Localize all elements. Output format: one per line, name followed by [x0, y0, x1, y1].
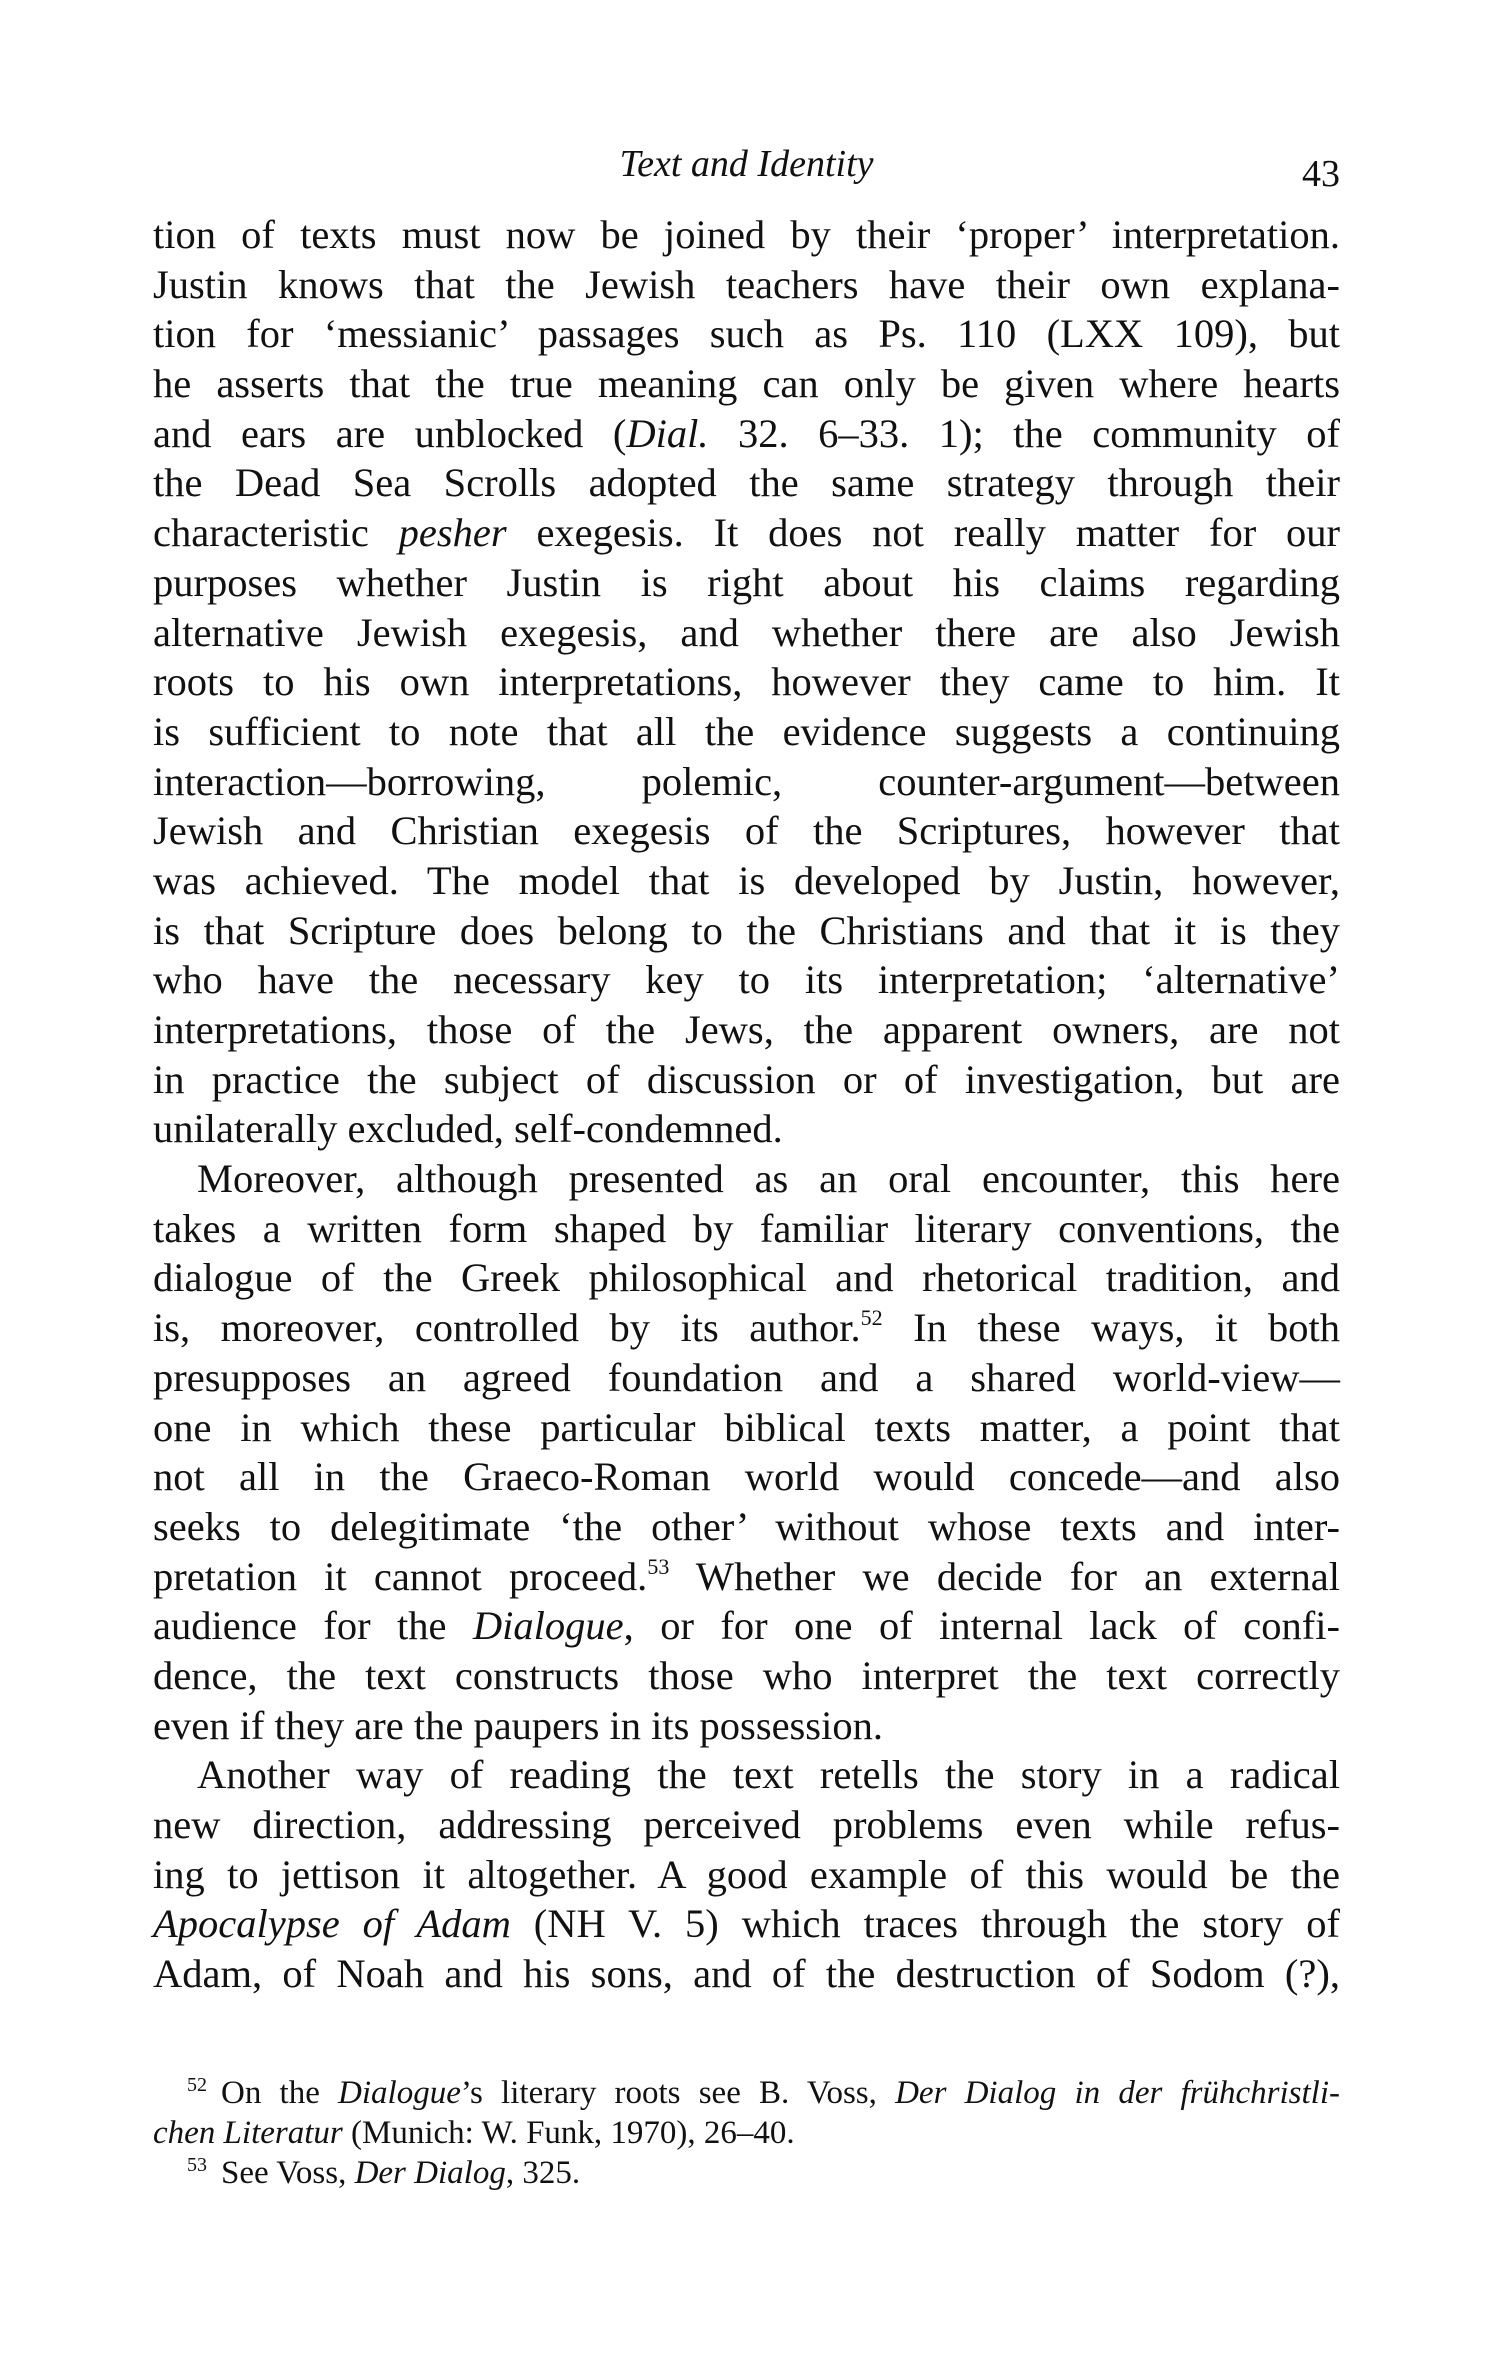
text-line: seeks to delegitimate ‘the other’ without whose texts and inter- [153, 1503, 1340, 1549]
text-line: Adam, of Noah and his sons, and of the destruction of Sodom (?), [153, 1951, 1340, 1997]
text-line: purposes whether Justin is right about his claims regarding [153, 559, 1340, 605]
page-header [153, 136, 1340, 196]
page-number: 43 [1302, 153, 1340, 195]
text-line: was achieved. The model that is developed by Justin, however, [153, 857, 1340, 903]
italic-term: Dial. [626, 410, 709, 456]
text-line: Jewish and Christian exegesis of the Scriptures, however that [153, 808, 1340, 854]
italic-term: pesher [398, 510, 507, 556]
text-line: tion for ‘messianic’ passages such as Ps. 110 (LXX 109), but [153, 311, 1340, 357]
text-line: is that Scripture does belong to the Christians and that it is they [153, 907, 1340, 953]
paragraph-1 [153, 210, 1340, 1154]
text-line: he asserts that the true meaning can only be given where hearts [153, 361, 1340, 407]
footnote-52-continued: chen Literatur (Munich: W. Funk, 1970), 26–40. [153, 2115, 795, 2151]
main-text [153, 210, 1340, 1999]
text-line: roots to his own interpretations, however they came to him. It [153, 659, 1340, 705]
text-line: interaction—borrowing, polemic, counter-argument—between [153, 758, 1340, 804]
text-line: pretation it cannot proceed.$^{53}$ Whether we decide for an external [153, 1553, 1340, 1599]
footnote-number: 52 [187, 2074, 207, 2096]
text-line: Moreover, although presented as an oral encounter, this here [197, 1156, 1340, 1202]
text-line: is sufficient to note that all the evidence suggests a continuing [153, 708, 1340, 754]
text-line: who have the necessary key to its interpretation; ‘alternative’ [153, 957, 1340, 1003]
running-head: Text and Identity [619, 143, 874, 185]
text-line: ing to jettison it altogether. A good example of this would be the [153, 1851, 1340, 1897]
footnote-52: $^{52}$ On the Dialogue’s literary roots see B. Voss, Der Dialog in der frühchristli- [187, 2074, 1340, 2111]
text-line: Justin knows that the Jewish teachers have their own explana- [153, 261, 1340, 307]
text-line: Another way of reading the text retells the story in a radical [197, 1752, 1340, 1798]
paragraph-2 [153, 1154, 1340, 1750]
italic-title: Apocalypse of Adam [153, 1901, 511, 1947]
text-line: and ears are unblocked (Dial. 32. 6–33. 1); the community of [153, 410, 1340, 456]
text-line: one in which these particular biblical texts matter, a point that [153, 1404, 1340, 1450]
text-line: is, moreover, controlled by its author.$^{52}$ In these ways, it both [153, 1305, 1340, 1351]
paragraph-3 [153, 1750, 1340, 1998]
text-line: new direction, addressing perceived problems even while refus- [153, 1802, 1340, 1847]
text-line: unilaterally excluded, self-condemned. [153, 1106, 783, 1152]
text-line: audience for the Dialogue, or for one of internal lack of confi- [153, 1603, 1341, 1649]
text-line: dence, the text constructs those who interpret the text correctly [153, 1652, 1340, 1698]
text-line: tion of texts must now be joined by their ‘proper’ interpretation. [153, 212, 1340, 257]
text-line: presupposes an agreed foundation and a shared world-view— [153, 1354, 1340, 1400]
text-line: even if they are the paupers in its possession. [153, 1702, 883, 1748]
footnote-ref-52[interactable]: 52 [860, 1305, 883, 1331]
text-line: characteristic pesher exegesis. It does not really matter for our [153, 510, 1340, 556]
text-line: takes a written form shaped by familiar literary conventions, the [153, 1205, 1340, 1251]
text-line: alternative Jewish exegesis, and whether there are also Jewish [153, 609, 1340, 655]
text-line: the Dead Sea Scrolls adopted the same strategy through their [153, 460, 1340, 506]
italic-title: Dialogue [472, 1603, 624, 1649]
text-line: Apocalypse of Adam (NH V. 5) which traces through the story of [153, 1901, 1340, 1947]
text-line: dialogue of the Greek philosophical and rhetorical tradition, and [153, 1255, 1340, 1301]
footnotes [153, 2073, 1340, 2193]
text-line: not all in the Graeco-Roman world would concede—and also [153, 1454, 1340, 1500]
footnote-ref-53[interactable]: 53 [647, 1553, 670, 1579]
footnote-53: $^{53}$ See Voss, Der Dialog, 325. [187, 2154, 581, 2191]
text-line: interpretations, those of the Jews, the apparent owners, are not [153, 1007, 1340, 1052]
footnote-number: 53 [187, 2154, 207, 2176]
text-line: in practice the subject of discussion or of investigation, but are [153, 1056, 1340, 1102]
